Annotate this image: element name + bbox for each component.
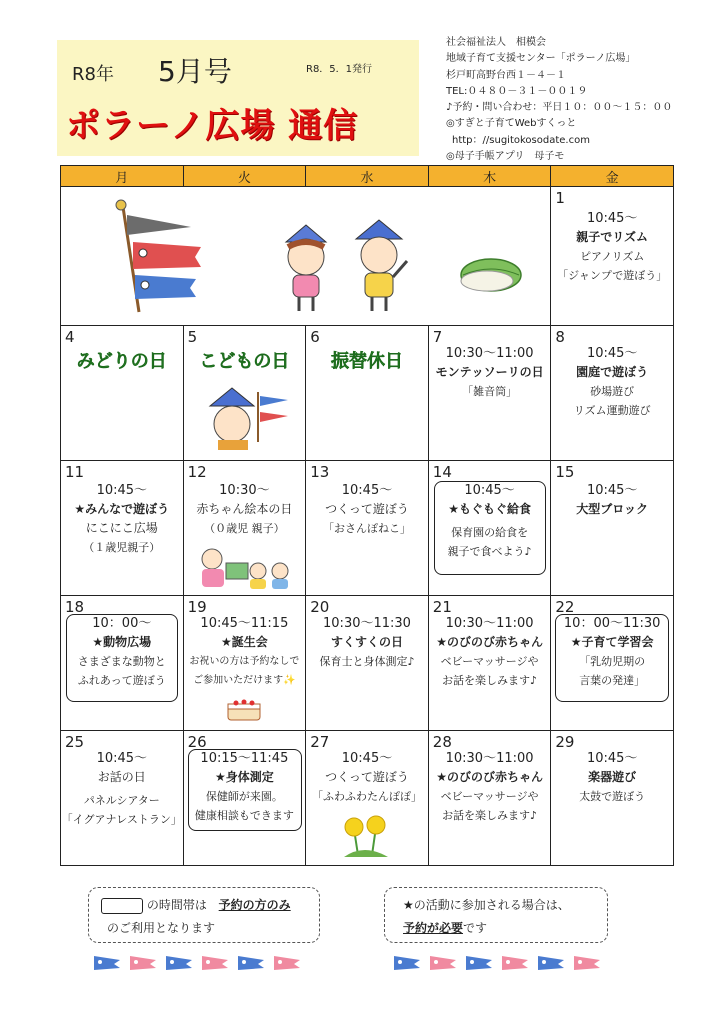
event-detail: 「ふわふわたんぽぽ」 [311,790,422,803]
kashiwa-mochi-icon [461,259,521,291]
koinobori-icon [394,956,420,970]
event-time: 10:45～ [341,483,393,498]
koinobori-icon [130,956,156,970]
day-number: 21 [432,598,452,616]
event-title: つくって遊ぼう [325,770,409,784]
event-detail: 「おさんぽねこ」 [322,522,411,535]
day-number: 29 [555,733,575,751]
event-detail: 「乳幼児期の [579,655,646,668]
event-time: 10:45～11:15 [200,616,289,631]
day-number: 15 [555,463,575,481]
weekday-tue: 火 [183,166,306,187]
org-line: ◎母子手帳アプリ 母子モ [446,151,565,163]
holiday-label: みどりの日 [76,351,167,372]
week-row [61,596,674,731]
event-detail: ベビーマッサージや [440,655,539,668]
event-detail: 健康相談もできます [194,809,294,822]
day-number: 28 [432,733,452,751]
day-cell-4 [61,326,184,461]
event-detail: さまざまな動物と [77,655,166,668]
event-time: 10:45～ [341,751,393,766]
star-activity-note [384,887,608,943]
event-title: ★誕生会 [221,635,268,649]
weekday-wed: 水 [306,166,429,187]
day-number: 1 [555,189,565,207]
event-detail: ベビーマッサージや [440,790,539,803]
day-cell-20 [306,596,429,731]
event-detail: 「イグアナレストラン」 [61,813,182,826]
day-content [61,481,183,557]
event-time: 10:45～ [96,483,148,498]
event-time: 10:30～ [219,483,270,498]
event-title: ★子育て学習会 [570,635,654,649]
day-cell-21 [428,596,551,731]
event-time: 10:45～ [586,211,638,226]
day-content [429,614,551,690]
event-time: 10:45～ [586,346,638,361]
event-detail: ご参加いただけます✨ [193,675,296,686]
day-number: 26 [187,733,207,751]
day-number: 12 [187,463,207,481]
event-time: 10:45～ [586,483,638,498]
koinobori-icon [238,956,264,970]
day-number: 14 [432,463,452,481]
day-cell-15 [551,461,674,596]
golden-week-illustration [61,187,551,321]
note-text: の時間帯は [146,898,207,912]
day-cell-14 [428,461,551,596]
day-cell-7 [428,326,551,461]
holiday-label: こどもの日 [199,351,290,372]
reservation-note [88,887,320,943]
illustration-cell [61,187,551,326]
day-number: 18 [65,598,85,616]
event-detail: パネルシアター [83,794,160,807]
sample-box-icon [101,898,143,914]
event-title: ★のびのび赤ちゃん [436,635,543,649]
org-line: ♪予約・問い合わせ：平日１０：００～１５：００ [446,102,673,114]
org-line: 地域子育て支援センター「ポラーノ広場」 [446,53,636,65]
org-line: ◎すぎと子育てWebすくっと [446,118,577,130]
day-number: 5 [187,328,198,346]
boy-helmet-icon [356,220,407,311]
koinobori-icon [430,956,456,970]
koinobori-icon [574,956,600,970]
note-emphasis: 予約が必要 [403,921,464,935]
day-number: 13 [310,463,330,481]
event-detail: （０歳児 親子） [204,522,285,535]
koinobori-icon [202,956,228,970]
weekday-header [61,166,674,187]
weekday-fri: 金 [551,166,674,187]
event-detail: 保育士と身体測定♪ [319,655,415,668]
day-content [551,209,673,285]
note-text: のご利用となります [107,921,216,935]
day-content [429,344,551,401]
koinobori-icon [166,956,192,970]
week-row [61,461,674,596]
event-time: 10:30～11:00 [445,346,534,361]
day-content [61,614,183,690]
day-number: 4 [65,328,75,346]
event-title: お話の日 [97,770,146,784]
event-detail: お話を楽しみます♪ [442,809,538,822]
day-cell-18 [61,596,184,731]
koinobori-icon [502,956,528,970]
day-content [306,481,428,538]
boy-carp-streamer-icon [202,384,292,450]
weekday-mon: 月 [61,166,184,187]
day-number: 20 [310,598,330,616]
koinobori-icon [94,956,120,970]
event-title: ★もぐもぐ給食 [448,502,531,516]
day-cell-8 [551,326,674,461]
event-detail: お祝いの方は予約なしで [189,656,300,667]
weekday-thu: 木 [428,166,551,187]
event-detail: （１歳児親子） [83,541,161,554]
event-detail: リズム運動遊び [573,404,651,417]
day-cell-6 [306,326,429,461]
day-content [551,344,673,420]
girl-helmet-icon [286,225,326,311]
event-title: ★動物広場 [92,635,152,649]
carp-decoration-right [392,952,612,974]
event-detail: 「ジャンプで遊ぼう」 [557,269,668,282]
day-content [184,614,306,690]
day-content [551,614,673,690]
koinobori-icon [116,200,201,312]
day-content [306,749,428,806]
day-cell-29 [551,731,674,866]
event-detail: 太鼓で遊ぼう [579,790,646,803]
carp-decoration-left [92,952,312,974]
event-title: 園庭で遊ぼう [576,365,649,379]
event-time: 10:30～11:00 [445,616,534,631]
koinobori-icon [274,956,300,970]
event-time: 10:45～ [464,483,515,498]
event-title: モンテッソーリの日 [435,365,544,379]
event-detail: 言葉の発達」 [579,674,646,687]
day-cell-22 [551,596,674,731]
day-number: 6 [310,328,320,346]
event-title: ★のびのび赤ちゃん [436,770,543,784]
day-cell-19 [183,596,306,731]
org-line: 杉戸町高野台西１－４－１ [446,69,566,81]
calendar [60,165,674,871]
org-line[interactable]: http：//sugitokosodate.com [452,134,590,146]
day-cell-1 [551,187,674,326]
day-content [429,481,551,561]
event-title: 大型ブロック [576,502,649,516]
org-line: TEL:０４８０－３１－００１９ [446,85,588,97]
day-number: 22 [555,598,575,616]
day-content [306,614,428,671]
day-content [61,749,183,829]
day-cell-13 [306,461,429,596]
event-title: 親子でリズム [576,230,649,244]
event-time: 10:45～ [586,751,638,766]
day-cell-25 [61,731,184,866]
event-title: つくって遊ぼう [325,502,409,516]
day-content [551,749,673,806]
event-detail: お話を楽しみます♪ [442,674,538,687]
note-text: ★の活動に参加される場合は、 [403,898,570,912]
event-detail: にこにこ広場 [85,521,158,535]
event-title: ★身体測定 [215,770,274,784]
birthday-cake-icon [224,694,264,724]
event-detail: 「雑音筒」 [462,385,518,398]
day-content [184,749,306,825]
issue-date: R8．5．1発行 [306,64,373,75]
day-number: 25 [65,733,85,751]
event-detail: ふれあって遊ぼう [77,674,166,687]
week-row [61,731,674,866]
event-title: 楽器遊び [588,770,637,784]
event-title: ★みんなで遊ぼう [74,502,170,516]
issue-year: R8年 [72,64,114,85]
day-content [429,749,551,825]
day-cell-11 [61,461,184,596]
newsletter-title: ポラーノ広場 通信 [66,106,359,146]
event-detail: 保育園の給食を [451,526,529,539]
day-number: 19 [187,598,207,616]
day-cell-5 [183,326,306,461]
day-cell-26 [183,731,306,866]
day-number: 8 [555,328,565,346]
koinobori-icon [466,956,492,970]
dandelion-icon [334,813,398,859]
event-time: 10：00～ [92,616,152,631]
week-row [61,187,674,326]
issue-month: 5月号 [158,55,232,88]
day-number: 7 [432,328,443,346]
day-content [551,481,673,519]
holiday-label: 振替休日 [330,351,403,372]
event-detail: 親子で食べよう♪ [447,545,532,558]
organization-info [446,35,672,165]
event-time: 10:15～11:45 [200,751,289,766]
event-time: 10:30～11:00 [445,751,534,766]
reading-children-icon [194,543,294,591]
event-time: 10:30～11:30 [323,616,411,631]
event-detail: 砂場遊び [590,385,635,398]
note-emphasis: 予約の方のみ [218,898,291,912]
calendar-table [60,165,674,866]
event-time: 10：00～11:30 [563,616,661,631]
org-line: 社会福祉法人 相模会 [446,37,546,48]
day-cell-12 [183,461,306,596]
day-cell-27 [306,731,429,866]
event-detail: ピアノリズム [579,250,645,263]
week-row [61,326,674,461]
event-time: 10:45～ [96,751,148,766]
day-number: 27 [310,733,330,751]
koinobori-icon [538,956,564,970]
event-title: すくすくの日 [330,635,403,649]
day-number: 11 [65,463,85,481]
event-detail: 保健師が来園。 [205,790,283,803]
event-title: 赤ちゃん絵本の日 [196,502,293,516]
day-content [184,481,306,538]
note-text: です [463,921,488,935]
day-cell-28 [428,731,551,866]
